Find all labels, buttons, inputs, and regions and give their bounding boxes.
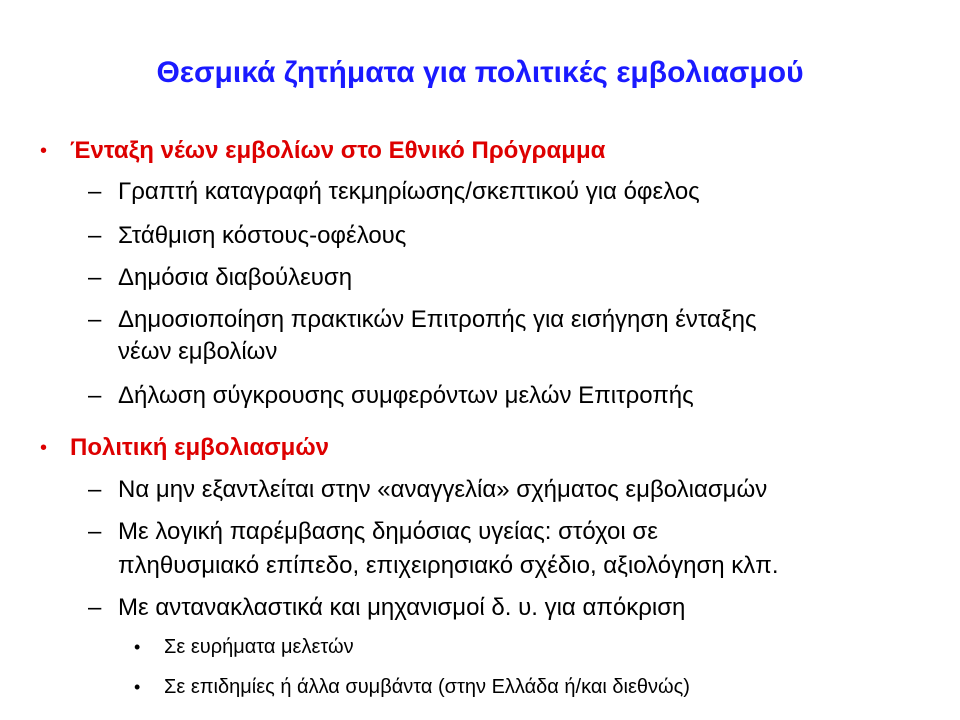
section-heading-vaccination-policy: Πολιτική εμβολιασμών bbox=[70, 434, 329, 461]
dash-marker-icon: – bbox=[88, 222, 102, 249]
list-item-continuation: νέων εμβολίων bbox=[118, 338, 278, 365]
dash-marker-icon: – bbox=[88, 476, 102, 503]
dash-marker-icon: – bbox=[88, 178, 102, 205]
bullet-marker-icon: • bbox=[134, 677, 141, 697]
dash-marker-icon: – bbox=[88, 518, 102, 545]
bullet-marker-icon: • bbox=[40, 140, 48, 162]
list-item: Να μην εξαντλείται στην «αναγγελία» σχήματος εμβολιασμών bbox=[118, 476, 768, 503]
list-item: Δημοσιοποίηση πρακτικών Επιτροπής για εισήγηση ένταξης bbox=[118, 306, 757, 333]
bullet-marker-icon: • bbox=[134, 637, 141, 657]
dash-marker-icon: – bbox=[88, 382, 102, 409]
dash-marker-icon: – bbox=[88, 264, 102, 291]
bullet-marker-icon: • bbox=[40, 437, 48, 459]
list-item: Στάθμιση κόστους-οφέλους bbox=[118, 222, 407, 249]
dash-marker-icon: – bbox=[88, 594, 102, 621]
dash-marker-icon: – bbox=[88, 306, 102, 333]
sub-list-item: Σε ευρήματα μελετών bbox=[164, 636, 354, 658]
list-item: Γραπτή καταγραφή τεκμηρίωσης/σκεπτικού για όφελος bbox=[118, 178, 700, 205]
slide-title: Θεσμικά ζητήματα για πολιτικές εμβολιασμού bbox=[156, 56, 804, 89]
list-item: Δήλωση σύγκρουσης συμφερόντων μελών Επιτροπής bbox=[118, 382, 694, 409]
list-item-continuation: πληθυσμιακό επίπεδο, επιχειρησιακό σχέδιο, αξιολόγηση κλπ. bbox=[118, 552, 779, 579]
list-item: Με αντανακλαστικά και μηχανισμοί δ. υ. για απόκριση bbox=[118, 594, 686, 621]
section-heading-vaccine-inclusion: Ένταξη νέων εμβολίων στο Εθνικό Πρόγραμμα bbox=[70, 137, 606, 164]
list-item: Με λογική παρέμβασης δημόσιας υγείας: στόχοι σε bbox=[118, 518, 658, 545]
sub-list-item: Σε επιδημίες ή άλλα συμβάντα (στην Ελλάδα ή/και διεθνώς) bbox=[164, 676, 690, 698]
list-item: Δημόσια διαβούλευση bbox=[118, 264, 353, 291]
